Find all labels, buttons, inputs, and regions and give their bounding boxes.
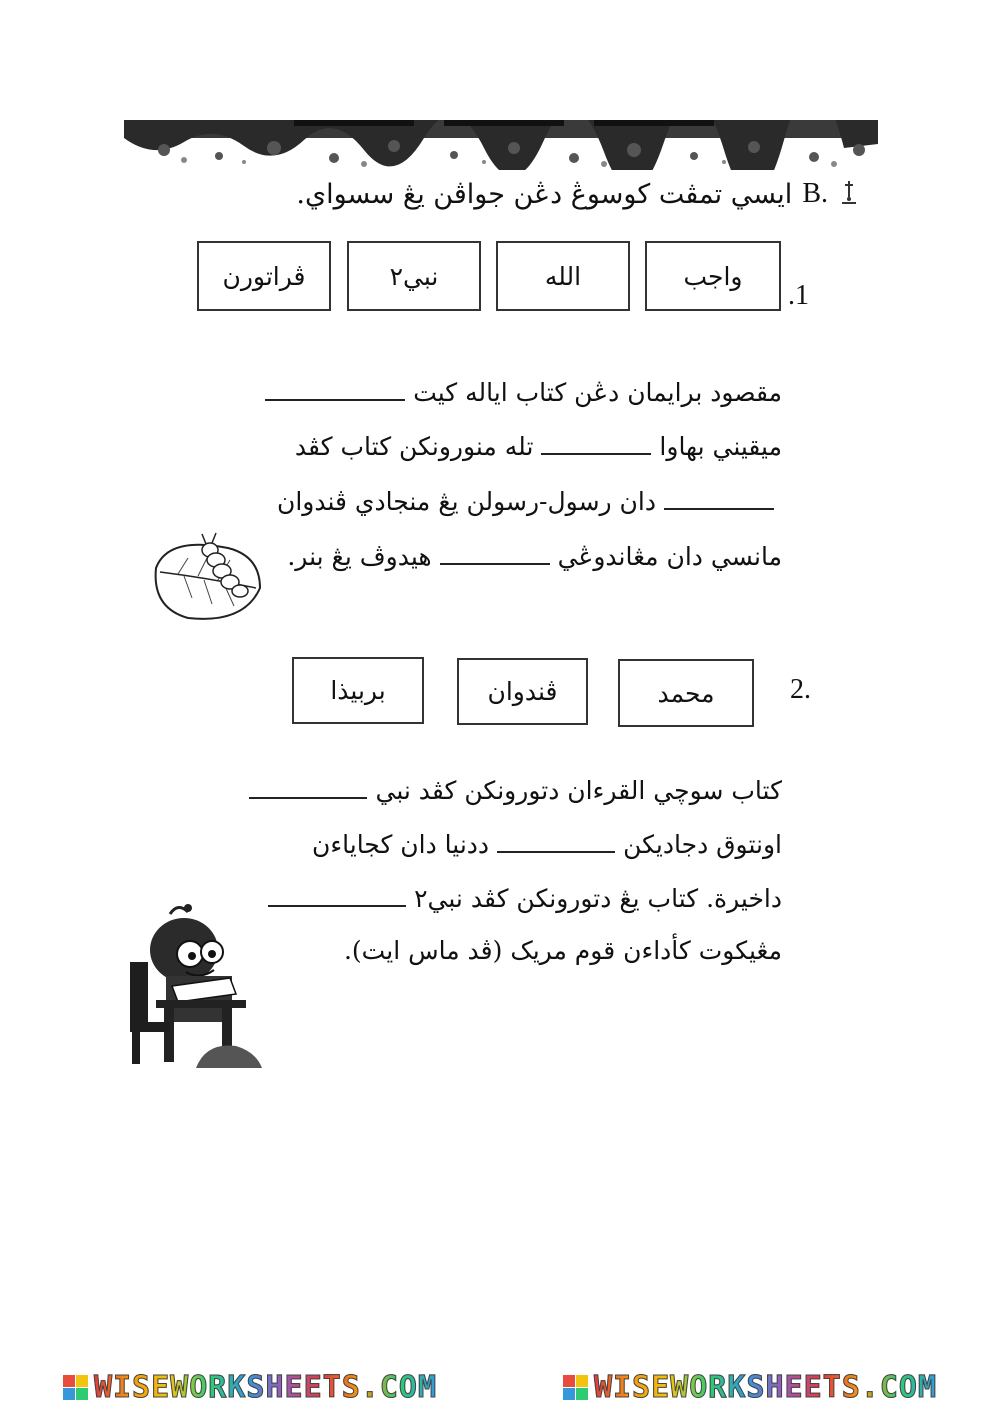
word-box-7[interactable]: بربيذا — [292, 657, 424, 724]
q2-line-1-text: كتاب سوچي القرءان دتورونكن كڤد نبي — [375, 776, 782, 805]
q2-line-2-text-b: ددنيا دان كجاياءن — [312, 830, 490, 859]
word-box-6[interactable]: ڤندوان — [457, 658, 588, 725]
word-box-2[interactable]: الله — [496, 241, 630, 311]
q1-line-3 — [277, 487, 782, 516]
question-2-number: 2. — [790, 674, 811, 705]
q1-line-4-text-b: هيدوڤ يڠ بنر. — [287, 542, 432, 571]
answer-blank[interactable] — [541, 447, 651, 455]
q2-line-2-text-a: اونتوق دجاديكن — [623, 830, 782, 859]
q1-line-2 — [295, 432, 782, 461]
q1-line-4-text-a: مانسي دان مڠاندوڠي — [557, 542, 782, 571]
section-heading — [296, 172, 860, 216]
brand-text: WISEWORKSHEETS.COM — [93, 1369, 438, 1405]
section-letter: B. — [802, 178, 828, 209]
answer-blank[interactable] — [249, 791, 367, 799]
q2-line-3-text: داخيرة. كتاب يڠ دتورونكن كڤد نبي٢ — [414, 884, 782, 913]
q1-line-4 — [287, 542, 782, 571]
question-1-number: .1 — [788, 280, 809, 311]
q1-line-2-text-b: تله منورونكن كتاب كڤد — [294, 432, 534, 461]
pencil-icon — [838, 179, 860, 210]
q1-line-1-text: مقصود برايمان دڠن كتاب اياله كيت — [413, 378, 782, 407]
word-box-5[interactable]: محمد — [618, 659, 754, 727]
q1-line-3-text: دان رسول-رسولن يڠ منجادي ڤندوان — [276, 487, 656, 516]
q2-line-4-text: مڠيكوت كأداءن قوم مريک (ڤد ماس ايت). — [343, 936, 782, 965]
caterpillar-leaf-illustration — [148, 528, 268, 628]
brand-text: WISEWORKSHEETS.COM — [593, 1369, 938, 1405]
q2-line-4 — [344, 936, 782, 965]
footer-watermark — [0, 1361, 1000, 1413]
word-box-4[interactable]: ڤراتورن — [197, 241, 331, 311]
q1-line-1 — [257, 378, 782, 407]
floral-banner-image — [124, 120, 878, 170]
answer-blank[interactable] — [664, 502, 774, 510]
header-banner — [124, 120, 878, 170]
instruction-text: ايسي تمڤت كوسوڠ دڠن جواڤن يڠ سسواي. — [296, 178, 793, 210]
answer-blank[interactable] — [265, 393, 405, 401]
q2-line-2 — [312, 830, 782, 859]
footer-brand-left — [63, 1370, 437, 1405]
answer-blank[interactable] — [440, 557, 550, 565]
q1-line-2-text-a: ميقيني بهاوا — [659, 432, 782, 461]
footer-brand-right — [563, 1370, 937, 1405]
answer-blank[interactable] — [497, 845, 615, 853]
word-box-3[interactable]: نبي٢ — [347, 241, 481, 311]
answer-blank[interactable] — [268, 899, 406, 907]
student-desk-illustration — [126, 902, 266, 1068]
q2-line-1 — [241, 776, 782, 805]
brand-logo-icon — [563, 1375, 588, 1400]
brand-logo-icon — [63, 1375, 88, 1400]
q2-line-3 — [260, 884, 782, 913]
word-box-1[interactable]: واجب — [645, 241, 781, 311]
